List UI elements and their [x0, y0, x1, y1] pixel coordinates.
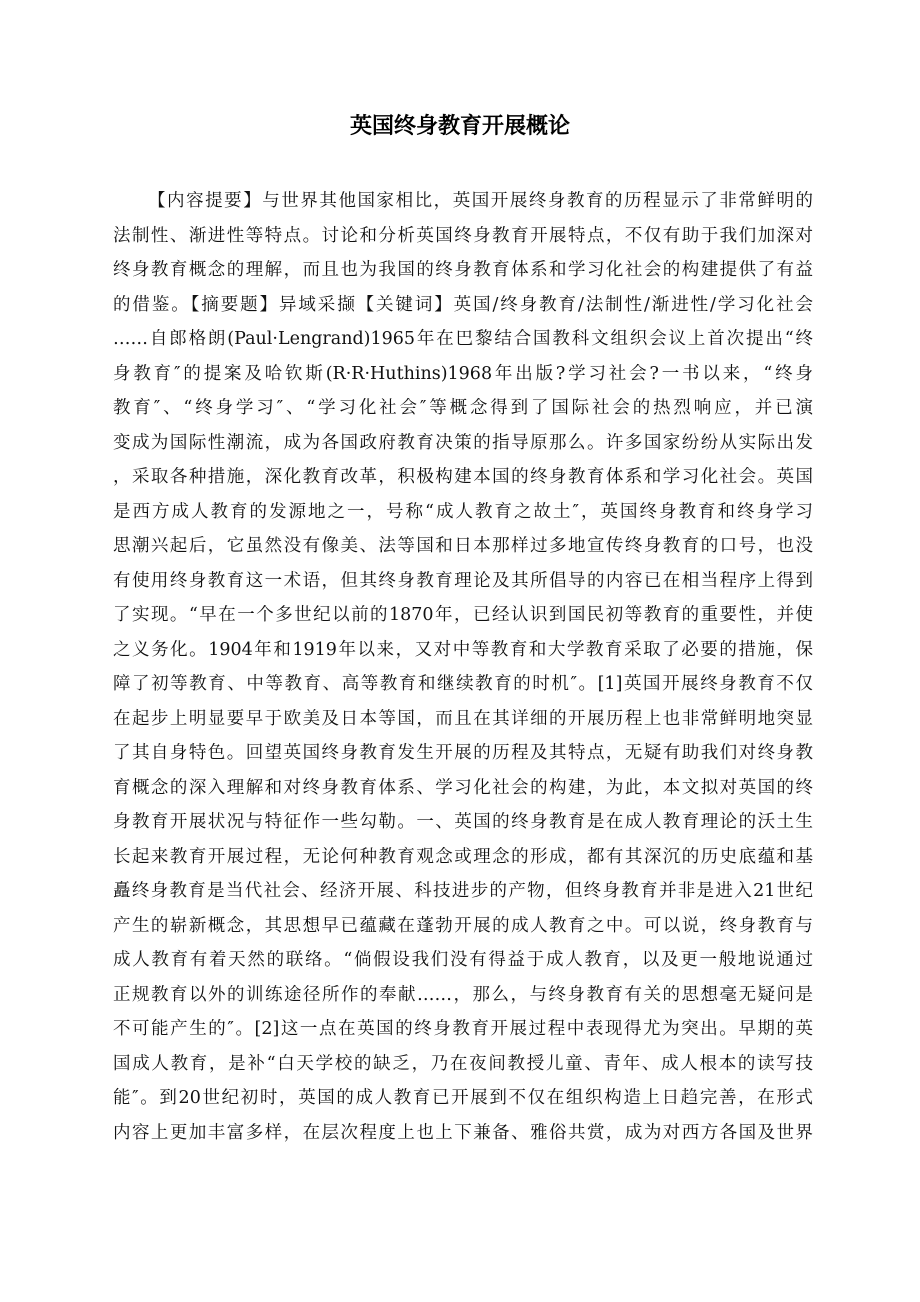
text-line: 终身教育概念的理解，而且也为我国的终身教育体系和学习化社会的构建提供了有益: [113, 260, 813, 280]
text-line: 不可能产生的″。[2]这一点在英国的终身教育开展过程中表现得尤为突出。早期的英: [113, 1019, 813, 1039]
text-line: 国成人教育，是补“白天学校的缺乏，乃在夜间教授儿童、青年、成人根本的读写技: [113, 1053, 813, 1074]
text-line: 的借鉴。【摘要题】异域采撷【关键词】英国/终身教育/法制性/渐进性/学习化社会: [113, 294, 813, 315]
text-line: 长起来教育开展过程，无论何种教育观念或理念的形成，都有其深沉的历史底蕴和基: [113, 846, 813, 867]
text-line: 了实现。“早在一个多世纪以前的1870年，已经认识到国民初等教育的重要性，并使: [113, 605, 813, 625]
document-body: [113, 184, 813, 1150]
text-line: 矗终身教育是当代社会、经济开展、科技进步的产物，但终身教育并非是进入21世纪: [113, 881, 813, 901]
text-line: 有使用终身教育这一术语，但其终身教育理论及其所倡导的内容已在相当程序上得到: [113, 570, 813, 591]
text-line: 能″。到20世纪初时，英国的成人教育已开展到不仅在组织构造上日趋完善，在形式: [113, 1088, 813, 1108]
text-line: 在起步上明显要早于欧美及日本等国，而且在其详细的开展历程上也非常鲜明地突显: [113, 708, 813, 729]
text-line: 思潮兴起后，它虽然没有像美、法等国和日本那样过多地宣传终身教育的口号，也没: [113, 536, 813, 556]
text-line: 是西方成人教育的发源地之一，号称“成人教育之故土″，英国终身教育和终身学习: [113, 501, 813, 522]
text-line: 教育″、“终身学习″、“学习化社会″等概念得到了国际社会的热烈响应，并已演: [113, 398, 813, 418]
text-line: 内容上更加丰富多样，在层次程度上也上下兼备、雅俗共赏，成为对西方各国及世界: [113, 1122, 813, 1143]
text-line: 法制性、渐进性等特点。讨论和分析英国终身教育开展特点，不仅有助于我们加深对: [113, 225, 813, 246]
text-line: 【内容提要】与世界其他国家相比，英国开展终身教育的历程显示了非常鲜明的: [148, 191, 813, 211]
text-line: 身教育开展状况与特征作一些勾勒。一、英国的终身教育是在成人教育理论的沃土生: [113, 812, 813, 832]
text-line: 育概念的深入理解和对终身教育体系、学习化社会的构建，为此，本文拟对英国的终: [113, 777, 813, 798]
text-line: ，采取各种措施，深化教育改革，积极构建本国的终身教育体系和学习化社会。英国: [113, 467, 813, 487]
text-line: 障了初等教育、中等教育、高等教育和继续教育的时机″。[1]英国开展终身教育不仅: [113, 674, 813, 694]
text-line: 产生的崭新概念，其思想早已蕴藏在蓬勃开展的成人教育之中。可以说，终身教育与: [113, 915, 813, 936]
text-line: 之义务化。1904年和1919年以来，又对中等教育和大学教育采取了必要的措施，保: [113, 639, 813, 660]
text-line: 正规教育以外的训练途径所作的奉献……，那么，与终身教育有关的思想毫无疑问是: [113, 984, 813, 1005]
text-line: 了其自身特色。回望英国终身教育发生开展的历程及其特点，无疑有助我们对终身教: [113, 743, 813, 763]
text-line: 成人教育有着天然的联络。“倘假设我们没有得益于成人教育，以及更一般地说通过: [113, 950, 813, 970]
text-line: ……自郎格朗(Paul·Lengrand)1965年在巴黎结合国教科文组织会议上首次提出“终: [113, 329, 813, 349]
text-line: 身教育″的提案及哈钦斯(R·R·Huthins)1968年出版?学习社会?一书以来，“终身: [113, 363, 813, 384]
text-line: 变成为国际性潮流，成为各国政府教育决策的指导原那么。许多国家纷纷从实际出发: [113, 432, 813, 453]
document-title: 英国终身教育开展概论: [349, 114, 570, 139]
